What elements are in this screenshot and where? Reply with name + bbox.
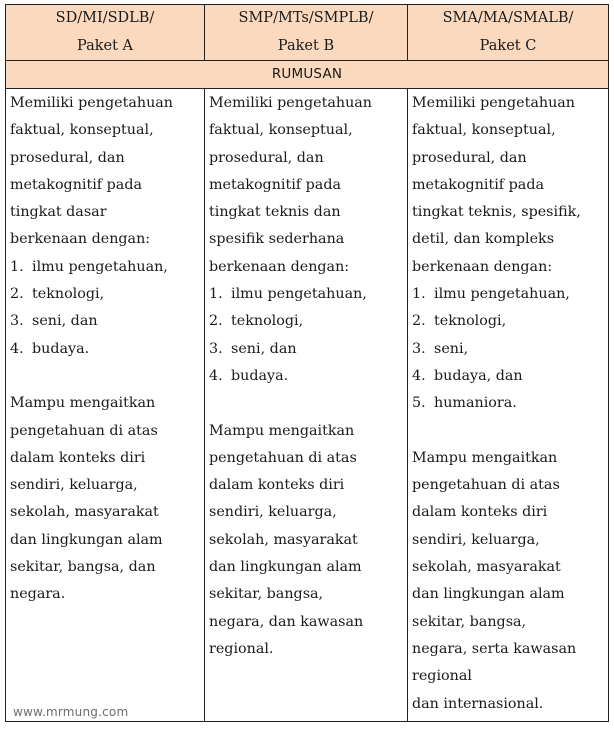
list-item-text: budaya.	[231, 367, 289, 384]
outro-line: dan lingkungan alam	[10, 531, 163, 548]
list-item-text: humaniora.	[434, 395, 517, 412]
intro-line: metakognitif pada	[10, 176, 142, 193]
list-item	[412, 336, 605, 363]
list-item-text: ilmu pengetahuan,	[231, 286, 367, 303]
outro-line: sendiri, keluarga,	[412, 531, 540, 548]
list-item	[412, 363, 605, 390]
list-item-text: ilmu pengetahuan,	[32, 258, 168, 275]
list-item-number: 1.	[10, 258, 24, 275]
outro-line: sekolah, masyarakat	[10, 504, 159, 521]
header-line: Paket C	[479, 37, 537, 54]
intro-line: metakognitif pada	[209, 176, 341, 193]
list-item	[412, 308, 605, 335]
header-line: Paket A	[76, 37, 134, 54]
header-line: SD/MI/SDLB/	[55, 10, 155, 26]
list-item	[412, 281, 605, 308]
intro-line: tingkat dasar	[10, 204, 107, 221]
list-item-text: ilmu pengetahuan,	[434, 286, 570, 303]
list-item	[10, 308, 201, 335]
paragraph-gap	[412, 418, 605, 445]
outro-line: sekolah, masyarakat	[412, 559, 561, 576]
content-row	[6, 89, 609, 722]
outro-line: dan lingkungan alam	[412, 586, 565, 603]
outro-line: Mampu mengaitkan	[209, 422, 355, 439]
outro-line: sekitar, bangsa,	[412, 613, 527, 630]
section-row	[6, 61, 609, 89]
intro-line: Memiliki pengetahuan	[10, 95, 174, 111]
outro-line: dalam konteks diri	[412, 504, 548, 521]
outro-line: pengetahuan di atas	[412, 477, 560, 494]
list-item-number: 2.	[10, 286, 24, 303]
outro-line: dan internasional.	[412, 695, 544, 712]
list-item-text: budaya, dan	[434, 367, 523, 384]
outro-line: dalam konteks diri	[209, 477, 345, 494]
outro-line: negara, dan kawasan	[209, 613, 364, 630]
list-item-number: 4.	[412, 367, 426, 384]
intro-line: detil, dan kompleks	[412, 231, 555, 248]
intro-line: metakognitif pada	[412, 176, 544, 193]
outro-line: dalam konteks diri	[10, 449, 146, 466]
section-title: RUMUSAN	[6, 61, 609, 89]
list-item	[412, 390, 605, 417]
column-cell-paket-a	[6, 89, 205, 722]
list-item-text: teknologi,	[32, 286, 105, 303]
list-item-number: 2.	[412, 313, 426, 330]
list-item	[10, 336, 201, 363]
outro-line: regional.	[209, 640, 274, 657]
list-item-text: budaya.	[32, 340, 90, 357]
intro-line: berkenaan dengan:	[10, 231, 151, 248]
intro-line: spesifik sederhana	[209, 231, 345, 248]
outro-line: dan lingkungan alam	[209, 559, 362, 576]
header-cell-paket-a	[6, 5, 205, 61]
list-item	[10, 254, 201, 281]
intro-line: faktual, konseptual,	[412, 122, 556, 139]
intro-line: berkenaan dengan:	[412, 258, 553, 275]
list-item	[209, 336, 404, 363]
intro-line: prosedural, dan	[209, 149, 324, 166]
curriculum-table	[5, 4, 609, 722]
outro-line: regional	[412, 668, 472, 685]
list-item	[209, 363, 404, 390]
outro-line: negara, serta kawasan	[412, 640, 577, 657]
intro-line: faktual, konseptual,	[10, 122, 154, 139]
column-cell-paket-b	[205, 89, 408, 722]
outro-line: Mampu mengaitkan	[412, 449, 558, 466]
header-line: SMA/MA/SMALB/	[442, 10, 574, 26]
outro-line: negara.	[10, 586, 66, 603]
list-item-text: teknologi,	[231, 313, 304, 330]
intro-line: berkenaan dengan:	[209, 258, 350, 275]
list-item	[209, 281, 404, 308]
intro-line: prosedural, dan	[10, 149, 125, 166]
list-item-text: seni,	[434, 340, 469, 357]
outro-line: sekitar, bangsa,	[209, 586, 324, 603]
list-item-number: 3.	[209, 340, 223, 357]
outro-line: sendiri, keluarga,	[10, 477, 138, 494]
list-item-number: 1.	[209, 286, 223, 303]
list-item-number: 4.	[209, 367, 223, 384]
intro-line: prosedural, dan	[412, 149, 527, 166]
header-cell-paket-c	[408, 5, 609, 61]
outro-line: Mampu mengaitkan	[10, 395, 156, 412]
column-cell-paket-c	[408, 89, 609, 722]
paragraph-gap	[209, 390, 404, 417]
paragraph-gap	[10, 363, 201, 390]
outro-line: sekolah, masyarakat	[209, 531, 358, 548]
list-item-number: 3.	[10, 313, 24, 330]
list-item-text: seni, dan	[231, 340, 297, 357]
header-row	[6, 5, 609, 61]
intro-line: faktual, konseptual,	[209, 122, 353, 139]
list-item-text: teknologi,	[434, 313, 507, 330]
list-item-text: seni, dan	[32, 313, 98, 330]
intro-line: tingkat teknis, spesifik,	[412, 204, 581, 221]
header-cell-paket-b	[205, 5, 408, 61]
header-line: Paket B	[277, 37, 335, 54]
outro-line: sekitar, bangsa, dan	[10, 559, 156, 576]
list-item-number: 5.	[412, 395, 426, 412]
header-line: SMP/MTs/SMPLB/	[238, 10, 374, 26]
list-item-number: 1.	[412, 286, 426, 303]
outro-line: pengetahuan di atas	[10, 422, 158, 439]
list-item-number: 4.	[10, 340, 24, 357]
list-item	[10, 281, 201, 308]
list-item-number: 2.	[209, 313, 223, 330]
watermark-text: www.mrmung.com	[13, 705, 129, 719]
list-item-number: 3.	[412, 340, 426, 357]
intro-line: Memiliki pengetahuan	[412, 95, 576, 111]
intro-line: tingkat teknis dan	[209, 204, 341, 221]
list-item	[209, 308, 404, 335]
outro-line: pengetahuan di atas	[209, 449, 357, 466]
outro-line: sendiri, keluarga,	[209, 504, 337, 521]
intro-line: Memiliki pengetahuan	[209, 95, 373, 111]
